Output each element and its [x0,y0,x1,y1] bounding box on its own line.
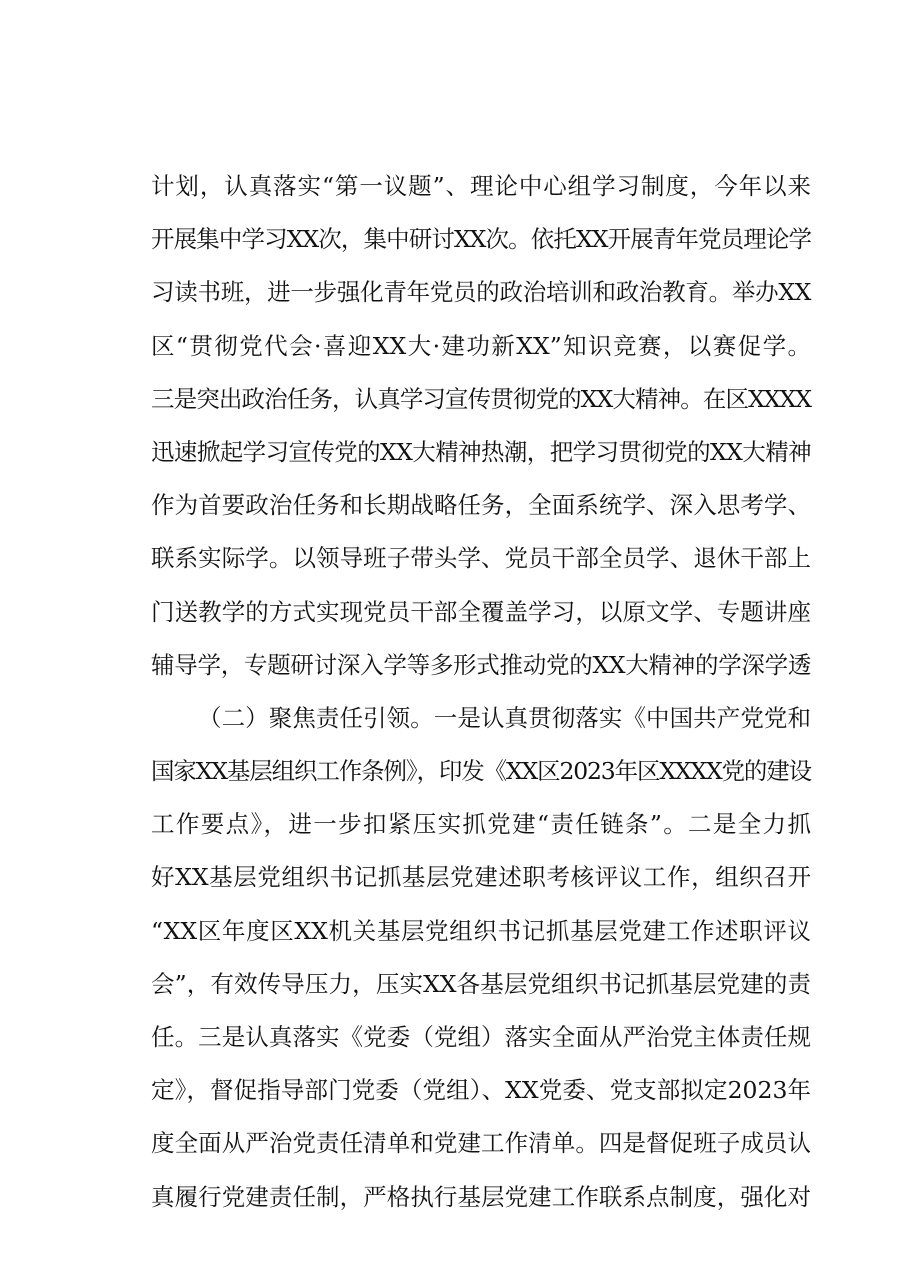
text-line: 好XX基层党组织书记抓基层党建述职考核评议工作，组织召开 [151,863,811,892]
text-line: 度全面从严治党责任清单和党建工作清单。四是督促班子成员认 [151,1129,811,1158]
text-line: 会”，有效传导压力，压实XX各基层党组织书记抓基层党建的责 [151,969,811,998]
text-line: 作为首要政治任务和长期战略任务，全面系统学、深入思考学、 [151,491,811,520]
text-line: 区“贯彻党代会·喜迎XX大·建功新XX”知识竞赛，以赛促学。 [151,331,811,360]
text-line: 辅导学，专题研讨深入学等多形式推动党的XX大精神的学深学透 [151,650,811,679]
body-text [151,160,811,1224]
text-line: 真履行党建责任制，严格执行基层党建工作联系点制度，强化对 [151,1182,811,1211]
text-line: 联系实际学。以领导班子带头学、党员干部全员学、退休干部上 [151,544,811,573]
text-line: 迅速掀起学习宣传党的XX大精神热潮，把学习贯彻党的XX大精神 [151,437,811,466]
text-line: 三是突出政治任务，认真学习宣传贯彻党的XX大精神。在区XXXX [151,384,811,413]
text-line: 任。三是认真落实《党委（党组）落实全面从严治党主体责任规 [151,1023,811,1051]
text-line: 开展集中学习XX次，集中研讨XX次。依托XX开展青年党员理论学 [151,225,811,254]
text-line: 门送教学的方式实现党员干部全覆盖学习，以原文学、专题讲座 [151,597,811,626]
text-line: 定》，督促指导部门党委（党组）、XX党委、党支部拟定2023年 [151,1076,811,1105]
text-line: 国家XX基层组织工作条例》，印发《XX区2023年区XXXX党的建设 [151,757,811,786]
section-heading-line: （二）聚焦责任引领。一是认真贯彻落实《中国共产党党和 [198,703,811,732]
text-line: “XX区年度区XX机关基层党组织书记抓基层党建工作述职评议 [151,916,811,945]
text-line: 习读书班，进一步强化青年党员的政治培训和政治教育。举办XX [151,278,811,307]
text-line: 计划，认真落实“第一议题”、理论中心组学习制度，今年以来 [151,172,811,200]
text-line: 工作要点》，进一步扣紧压实抓党建“责任链条”。二是全力抓 [151,810,811,839]
